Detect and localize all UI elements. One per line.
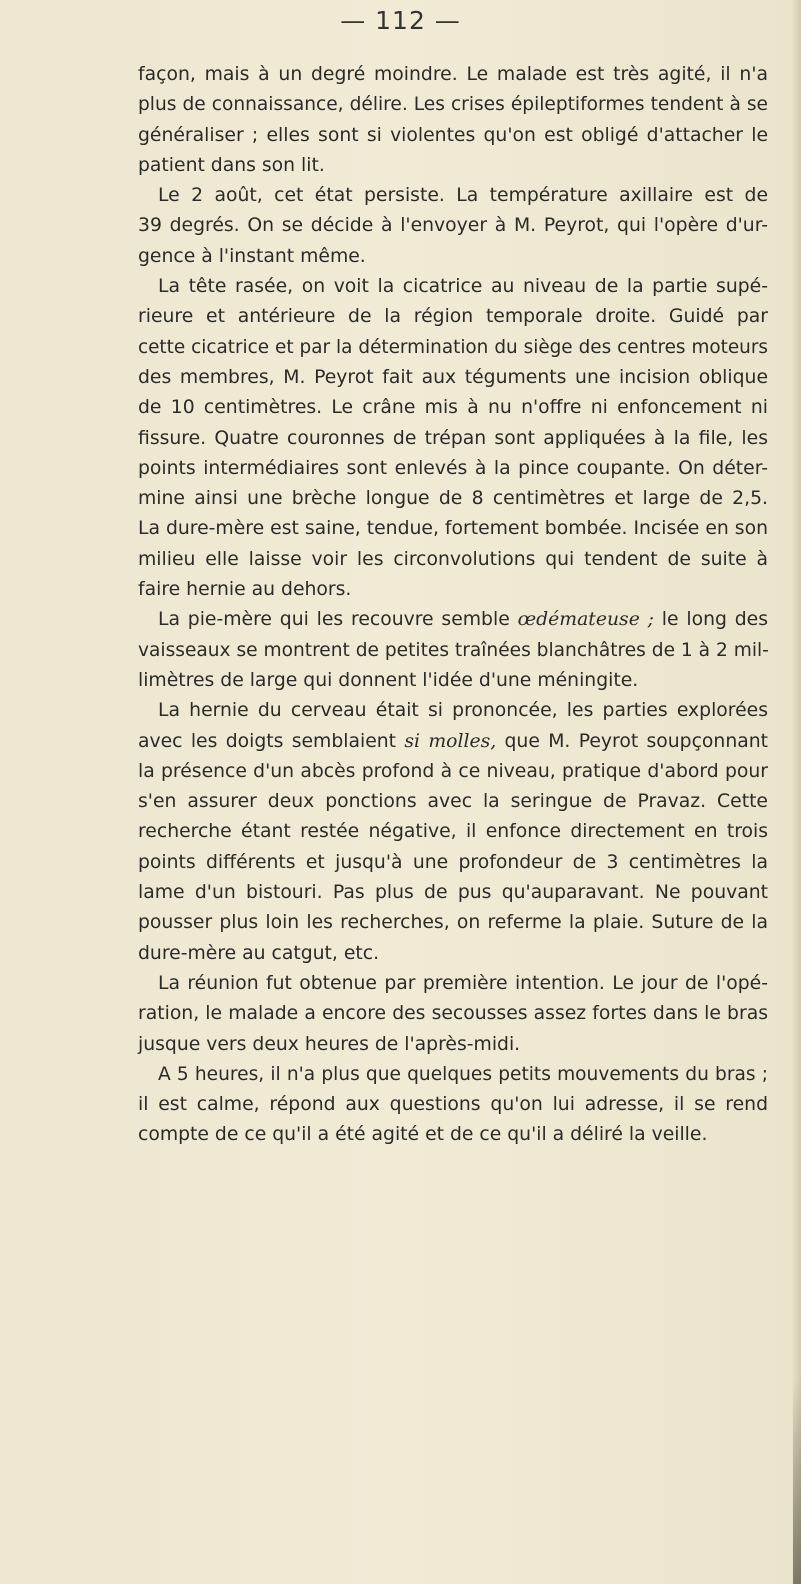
italic-text: œdémateuse ;: [517, 609, 654, 631]
text-line: faire hernie au dehors.: [138, 579, 352, 601]
text-line: mine ainsi une brèche longue de 8 centimètres et large de 2,5.: [138, 488, 768, 510]
text-line: Le 2 août, cet état persiste. La température axillaire est de: [158, 185, 768, 207]
text-line: cette cicatrice et par la détermination du siège des centres moteurs: [138, 336, 768, 358]
text-line: compte de ce qu'il a été agité et de ce qu'il a déliré la veille.: [138, 1124, 708, 1146]
text-line: rieure et antérieure de la région temporale droite. Guidé par: [138, 306, 768, 328]
text-line: lame d'un bistouri. Pas plus de pus qu'auparavant. Ne pouvant: [138, 882, 768, 904]
page-number: — 112 —: [340, 6, 461, 35]
text-line: dure-mère au catgut, etc.: [138, 942, 380, 964]
text-line: milieu elle laisse voir les circonvolutions qui tendent de suite à: [138, 548, 768, 570]
text-line: vaisseaux se montrent de petites traînées blanchâtres de 1 à 2 mil-: [138, 639, 769, 661]
text-line: 39 degrés. On se décide à l'envoyer à M. Peyrot, qui l'opère d'ur-: [138, 215, 768, 237]
text-line-part: le long des: [653, 609, 768, 631]
text-line: plus de connaissance, délire. Les crises épileptiformes tendent à se: [138, 94, 768, 116]
page-edge-dark: [793, 1380, 801, 1584]
text-line: il est calme, répond aux questions qu'on lui adresse, il se rend: [138, 1094, 768, 1116]
text-line: A 5 heures, il n'a plus que quelques petits mouvements du bras ;: [158, 1063, 768, 1085]
text-line: La dure-mère est saine, tendue, fortement bombée. Incisée en son: [138, 518, 768, 540]
text-line: généraliser ; elles sont si violentes qu'on est obligé d'attacher le: [138, 124, 768, 146]
text-line: La réunion fut obtenue par première intention. Le jour de l'opé-: [158, 972, 768, 994]
text-line: jusque vers deux heures de l'après-midi.: [138, 1033, 521, 1055]
text-line: ration, le malade a encore des secousses assez fortes dans le bras: [138, 1003, 768, 1025]
text-line: s'en assurer deux ponctions avec la seringue de Pravaz. Cette: [138, 791, 768, 813]
body-text: [138, 60, 768, 1151]
italic-text: si molles,: [404, 730, 497, 752]
text-line: recherche étant restée négative, il enfonce directement en trois: [138, 821, 768, 843]
text-line: pousser plus loin les recherches, on referme la plaie. Suture de la: [138, 912, 768, 934]
text-line: La hernie du cerveau était si prononcée, les parties explorées: [158, 700, 768, 722]
text-line: gence à l'instant même.: [138, 245, 366, 267]
text-line: des membres, M. Peyrot fait aux téguments une incision oblique: [138, 366, 768, 388]
text-line-part: La pie-mère qui les recouvre semble: [158, 609, 518, 631]
text-line: de 10 centimètres. Le crâne mis à nu n'offre ni enfoncement ni: [138, 397, 768, 419]
text-line: patient dans son lit.: [138, 154, 325, 176]
text-line: la présence d'un abcès profond à ce niveau, pratique d'abord pour: [138, 760, 768, 782]
text-line: points différents et jusqu'à une profondeur de 3 centimètres la: [138, 851, 768, 873]
text-line: [138, 727, 768, 757]
text-line: La tête rasée, on voit la cicatrice au niveau de la partie supé-: [158, 276, 768, 298]
text-line: points intermédiaires sont enlevés à la pince coupante. On déter-: [138, 457, 768, 479]
page-edge-shadow: [791, 0, 801, 1584]
text-line: [138, 605, 768, 635]
text-line: fissure. Quatre couronnes de trépan sont appliquées à la file, les: [138, 427, 768, 449]
text-line: limètres de large qui donnent l'idée d'une méningite.: [138, 669, 639, 691]
text-line: façon, mais à un degré moindre. Le malade est très agité, il n'a: [138, 64, 768, 85]
text-line-part: que M. Peyrot soupçonnant: [496, 730, 768, 752]
text-line-part: avec les doigts semblaient: [138, 730, 405, 752]
